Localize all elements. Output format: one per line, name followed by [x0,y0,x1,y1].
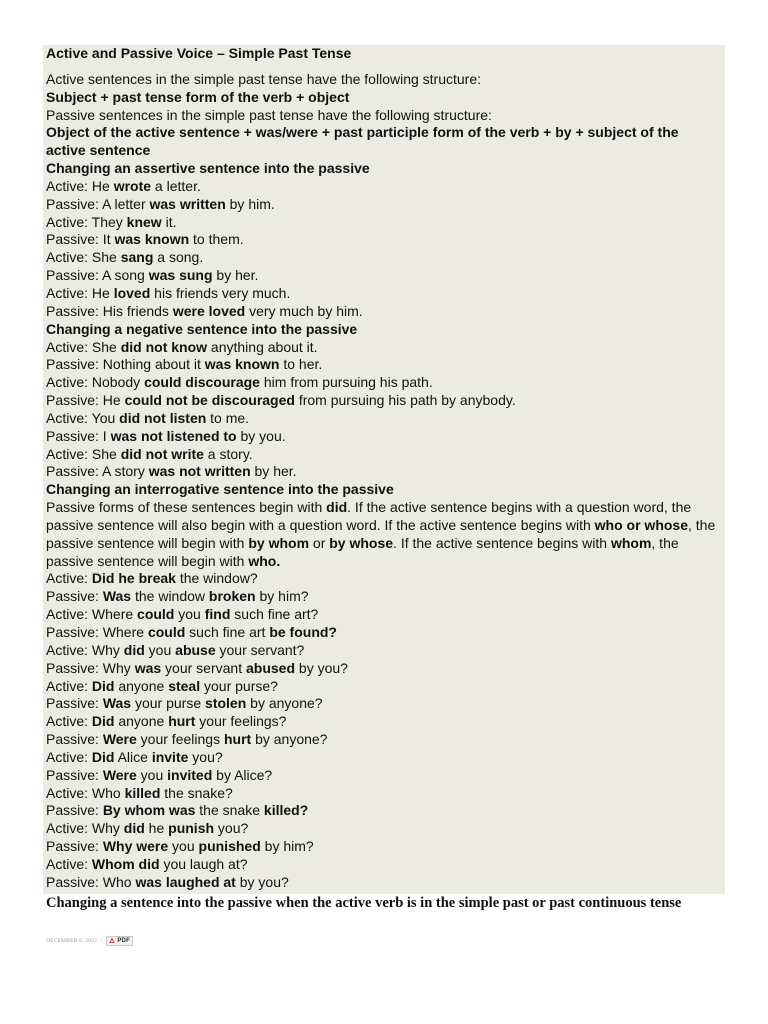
bold-text: broken [208,588,256,605]
bold-text: was not written [148,463,251,480]
post-meta [46,936,133,946]
text-run: Active: Why [46,641,124,658]
bold-text: did [123,820,145,837]
text-line [46,285,720,303]
bold-text: Changing an assertive sentence into the passive [46,160,370,177]
bold-text: did not know [120,338,208,355]
text-line [46,463,720,481]
bold-text: who. [248,552,281,569]
text-line [46,856,720,874]
pdf-icon [109,938,115,944]
article-lines [46,71,720,892]
text-run: Passive sentences in the simple past tense have the following structure: [46,106,492,123]
bold-text: could not be discouraged [124,392,295,409]
text-run: by anyone? [246,695,323,712]
text-line [46,89,720,107]
text-run: the window? [175,570,258,587]
text-line [46,214,720,232]
text-run: Active: [46,855,92,872]
text-line [46,695,720,713]
text-run: you [168,838,199,855]
bold-text: steal [168,677,201,694]
text-run: to me. [206,409,250,426]
bold-text: killed [124,784,161,801]
text-run: his friends very much. [150,284,291,301]
bold-text: Did [91,713,115,730]
bold-text: was written [149,195,226,212]
text-run: Active: [46,570,92,587]
bold-text: Subject + past tense form of the verb + object [46,88,350,105]
text-line [46,570,720,588]
bold-text: did [123,641,145,658]
text-run: such fine art? [230,606,319,623]
text-run: Active: He [46,284,114,301]
text-run: , the passive sentence will begin with [46,516,716,551]
bold-text: sang [120,249,154,266]
text-run: Passive: Who [46,873,136,890]
text-line [46,339,720,357]
text-line [46,838,720,856]
text-line [46,606,720,624]
bold-text: was known [114,231,190,248]
text-run: the window [131,588,209,605]
text-line [46,588,720,606]
bold-text: were loved [172,302,246,319]
text-run: Passive: [46,802,103,819]
text-run: you [174,606,205,623]
text-run: Passive: Where [46,624,148,640]
text-line [46,267,720,285]
text-line [46,356,720,374]
text-run: the snake? [160,784,233,801]
text-run: by you. [236,427,286,444]
bold-text: was not listened to [110,427,237,444]
bold-text: find [204,606,231,623]
text-run: your servant? [215,641,305,658]
bold-text: punished [198,838,261,855]
bold-text: was [134,659,162,676]
text-line [46,678,720,696]
text-line [46,321,720,339]
text-run: you? [188,748,223,765]
text-line [46,71,720,89]
bold-text: be found? [269,624,337,640]
bold-text: Did [91,677,115,694]
bold-text: Was [102,588,132,605]
text-run: Passive: It [46,231,115,248]
text-line [46,660,720,678]
text-run: anyone [114,713,169,730]
text-line [46,303,720,321]
text-run: your feelings? [195,713,287,730]
text-run: Active: [46,713,92,730]
text-line [46,160,720,178]
text-run: you laugh at? [159,855,248,872]
bold-text: Did he break [91,570,176,587]
article-body [46,45,720,892]
bold-text: did [326,499,348,516]
text-run: such fine art [185,624,270,640]
text-line [46,749,720,767]
text-run: Passive: I [46,427,111,444]
text-run: your purse [131,695,206,712]
text-run: Passive: A story [46,463,149,480]
text-line [46,374,720,392]
text-run: by anyone? [251,731,328,748]
bold-text: punish [168,820,215,837]
text-line [46,499,720,570]
text-run: Active: Why [46,820,124,837]
text-run: Active: She [46,338,121,355]
bold-text: was laughed at [135,873,236,890]
text-run: by Alice? [212,766,273,783]
bold-text: By whom was [102,802,196,819]
text-run: Alice [114,748,152,765]
text-run: Passive: [46,766,103,783]
text-run: you? [214,820,249,837]
text-run: your servant [161,659,246,676]
text-run: it. [161,213,177,230]
text-line [46,410,720,428]
bold-text: did not listen [119,409,207,426]
text-run: by her. [250,463,297,480]
pdf-label: PDF [117,938,130,944]
meta-separator: | [101,938,103,944]
text-run: Active: [46,677,92,694]
text-run: by you? [295,659,348,676]
text-run: your feelings [136,731,224,748]
bold-text: knew [126,213,162,230]
text-run: Passive: A song [46,267,149,284]
bold-text: was sung [148,267,213,284]
text-run: Passive: [46,731,103,748]
text-run: Active: [46,748,92,765]
bold-text: could discourage [144,374,260,391]
bold-text: abuse [175,641,216,658]
bold-text: stolen [205,695,247,712]
bold-text: Changing an interrogative sentence into the passive [46,481,394,498]
text-run: Passive: Nothing about it [46,356,205,373]
bold-text: Were [102,766,137,783]
text-run: . If the active sentence begins with a question word, the passive sentence will also begin with a question word. If the active sentence begins with [46,499,692,533]
text-run: Passive: [46,838,103,855]
text-run: Active: Nobody [46,374,145,391]
text-line [46,392,720,410]
text-line [46,481,720,499]
bold-text: Were [102,731,137,748]
text-line [46,178,720,196]
bold-text: could [147,624,186,640]
text-line [46,428,720,446]
text-run: by him? [260,838,314,855]
text-run: Passive: His friends [46,302,173,319]
text-run: Passive: Why [46,659,135,676]
text-run: Active: Who [46,784,125,801]
text-run: by him. [225,195,275,212]
bold-text: hurt [223,731,252,748]
text-run: a letter. [151,177,201,194]
text-run: Active: He [46,177,114,194]
bold-text: wrote [113,177,152,194]
bold-text: Did [91,748,115,765]
text-run: to her. [279,356,323,373]
text-run: or [309,534,330,551]
bold-text: was known [204,356,280,373]
bold-text: loved [113,284,151,301]
text-run: your purse? [200,677,278,694]
text-run: him from pursuing his path. [259,374,433,391]
bold-text: Whom did [91,855,160,872]
text-line [46,124,720,160]
text-run: Passive forms of these sentences begin with [46,499,327,516]
bold-text: whom [610,534,652,551]
text-run: anything about it. [207,338,318,355]
text-run: Active: You [46,409,120,426]
section-heading: Changing a sentence into the passive when the active verb is in the simple past or past continuous tense [46,895,682,911]
text-run: from pursuing his path by anybody. [294,392,516,409]
text-run: very much by him. [245,302,363,319]
text-run: a song. [153,249,204,266]
text-run: by him? [255,588,309,605]
text-line [46,802,720,820]
text-run: the snake [195,802,264,819]
text-run: anyone [114,677,169,694]
bold-text: Object of the active sentence + was/were + past participle form of the verb + by + subject of the active sentence [46,124,679,159]
bold-text: abused [246,659,296,676]
text-run: a story. [203,445,253,462]
text-line [46,249,720,267]
bold-text: invited [167,766,213,783]
text-line [46,874,720,892]
text-run: by her. [212,267,259,284]
text-line [46,196,720,214]
bold-text: invite [151,748,189,765]
bold-text: Why were [102,838,169,855]
bold-text: by whose [329,534,394,551]
pdf-download-button[interactable] [106,936,133,946]
bold-text: Was [102,695,132,712]
text-line [46,767,720,785]
text-run: he [144,820,169,837]
text-run: by you? [235,873,289,890]
text-run: , the passive sentence will begin with [46,534,679,569]
bold-text: who or whose [594,516,688,533]
text-run: you [144,641,176,658]
bold-text: by whom [248,534,310,551]
text-line [46,624,720,642]
text-line [46,731,720,749]
text-run: Active: She [46,445,121,462]
text-run: Passive: [46,695,103,712]
text-run: Active: She [46,249,121,266]
text-line [46,785,720,803]
text-run: Active: Where [46,606,138,623]
text-run: you [136,766,168,783]
text-run: . If the active sentence begins with [393,534,611,551]
text-line [46,642,720,660]
text-line [46,231,720,249]
page-title: Active and Passive Voice – Simple Past Tense [46,45,352,61]
bold-text: Changing a negative sentence into the passive [46,320,358,337]
text-line [46,713,720,731]
text-run: Passive: A letter [46,195,150,212]
text-line [46,446,720,464]
text-run: Passive: He [46,392,125,409]
bold-text: killed? [263,802,309,819]
text-run: Passive: [46,588,103,605]
bold-text: could [137,606,175,623]
bold-text: did not write [120,445,204,462]
text-run: Active sentences in the simple past tense have the following structure: [46,70,482,87]
text-run: to them. [189,231,244,248]
text-line [46,107,720,125]
post-date: DECEMBER 8, 2022 [46,938,98,944]
text-line [46,820,720,838]
bold-text: hurt [168,713,196,730]
text-run: Active: They [46,213,127,230]
